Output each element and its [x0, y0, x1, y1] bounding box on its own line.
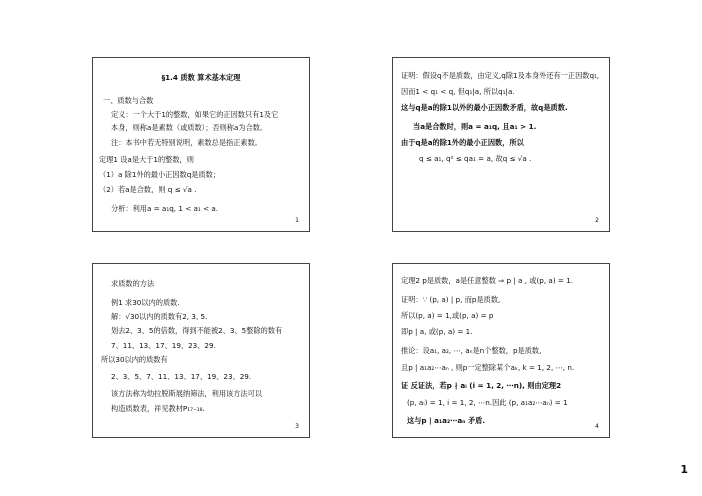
definition-line: 定义：一个大于1的整数，如果它的正因数只有1及它 [111, 110, 279, 119]
slide-3 [92, 263, 310, 438]
analysis-line: 分析：利用a = a₁q, 1 < a₁ < a. [111, 204, 219, 213]
proof-line: (p, aᵢ) = 1, i = 1, 2, ⋯n.因此 (p, a₁a₂⋯aₙ) = 1 [407, 398, 568, 407]
theorem-item: （1）a 除1外的最小正因数q是质数； [99, 170, 221, 179]
note-line: 注：本书中若无特别说明，素数总是指正素数。 [111, 138, 262, 147]
definition-line: 本身，则称a是素数（或质数）；否则称a为合数。 [111, 123, 268, 132]
solution-line: 解：√30以内的质数有2, 3, 5. [111, 312, 208, 321]
corollary-line: 推论：设a₁, a₂, ⋯, aₙ是n个整数，p是质数, [401, 346, 542, 355]
theorem-line: 定理1 设a是大于1的整数，则 [99, 155, 194, 164]
slide-page-number: 2 [595, 217, 599, 224]
solution-line: 2、3、5、7、11、13、17、19、23、29. [111, 372, 252, 381]
solution-line: 7、11、13、17、19、23、29. [111, 341, 216, 350]
solution-line: 划去2、3、5的倍数，得到不能被2、3、5整除的数有 [111, 326, 283, 335]
proof-line: 证明：∵ (p, a) | p, 而p是质数, [401, 295, 501, 304]
proof-line: 由于q是a的除1外的最小正因数，所以 [401, 138, 524, 147]
slide-1 [92, 57, 310, 232]
document-page-number: 1 [680, 463, 688, 476]
proof-line: 当a是合数时，则a = a₁q, 且a₁ > 1. [413, 122, 537, 131]
slide-page-number: 3 [295, 423, 299, 430]
proof-line: 因而1 < q₁ < q, 但q₁|a, 所以q₁|a. [401, 87, 515, 96]
slide-4 [392, 263, 610, 438]
method-line: 该方法称为幼拉脱斯展纳筛法，利用该方法可以 [111, 389, 262, 398]
slide-page-number: 1 [295, 217, 299, 224]
theorem-item: （2）若a是合数，则 q ≤ √a . [99, 185, 197, 194]
proof-line: 证 反证法，若p ∤ aᵢ (i = 1, 2, ⋯n), 则由定理2 [401, 381, 562, 390]
proof-line: 所以(p, a) = 1,或(p, a) = p [401, 311, 494, 320]
corollary-line: 且p | a₁a₂⋯aₙ , 则p一定整除某个aₖ, k = 1, 2, ⋯, n. [401, 363, 575, 372]
slide-title: §1.4 质数 算术基本定理 [161, 73, 241, 82]
proof-formula: q ≤ a₁, q² ≤ qa₁ = a, 故q ≤ √a . [419, 154, 532, 163]
section-heading: 一、质数与合数 [103, 96, 154, 105]
section-heading: 求质数的方法 [111, 279, 155, 288]
proof-line: 这与q是a的除1以外的最小正因数矛盾，故q是质数. [401, 103, 568, 112]
theorem-line: 定理2 p是质数，a是任意整数 ⇒ p | a , 或(p, a) = 1. [401, 276, 574, 285]
proof-line: 这与p | a₁a₂⋯aₙ 矛盾. [407, 416, 486, 425]
proof-line: 证明：假设q不是质数，由定义,q除1及本身外还有一正因数q₁, [401, 71, 600, 80]
slide-page-number: 4 [595, 423, 599, 430]
method-line: 构造质数表，祥见教材P₁₇₋₁₈. [111, 404, 205, 413]
slide-2 [392, 57, 610, 232]
example-line: 例1 求30以内的质数. [111, 298, 180, 307]
proof-line: 即p | a, 或(p, a) = 1. [401, 327, 473, 336]
solution-line: 所以30以内的质数有 [101, 355, 168, 364]
